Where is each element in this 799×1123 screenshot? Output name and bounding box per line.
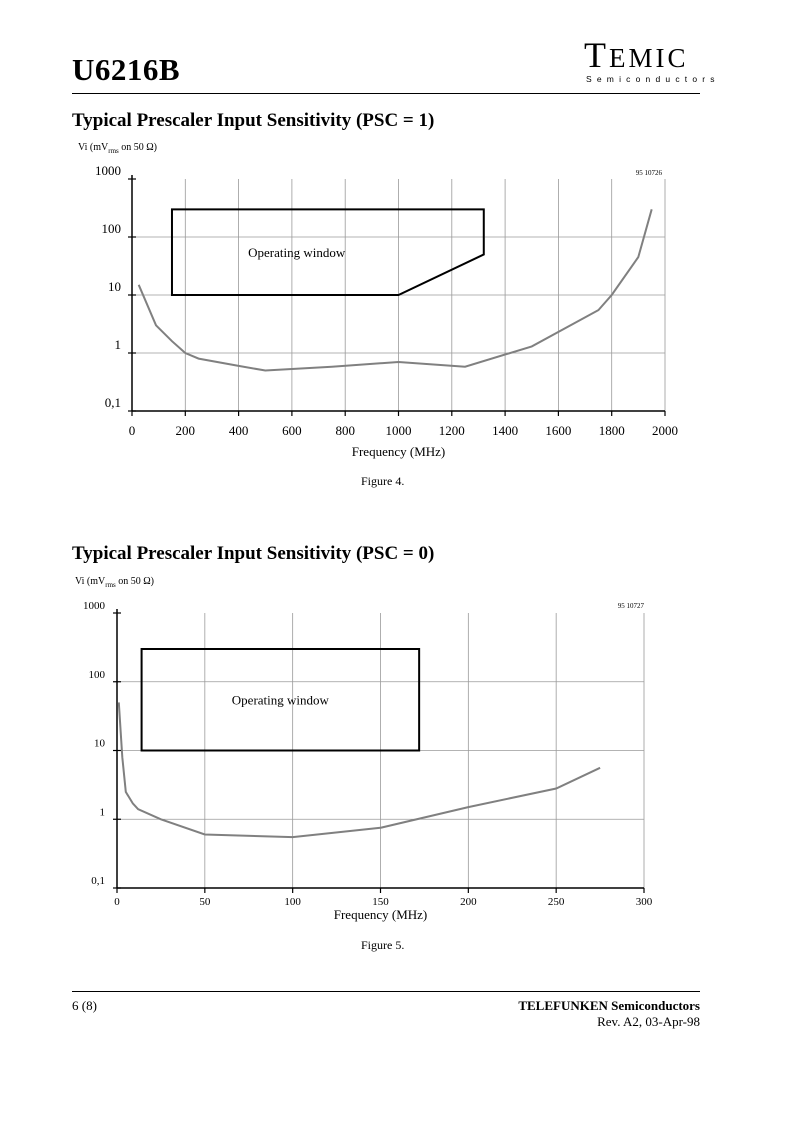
company-logo (580, 34, 720, 88)
y-tick-label: 100 (101, 221, 121, 236)
y-tick-label: 0,1 (91, 875, 105, 887)
x-tick-label: 200 (175, 423, 196, 438)
x-tick-label: 1400 (492, 423, 519, 438)
x-axis-label: Frequency (MHz) (333, 907, 428, 922)
x-tick-label: 1600 (545, 423, 572, 438)
footer-revision: Rev. A2, 03-Apr-98 (597, 1014, 700, 1029)
figure-caption-5: Figure 5. (361, 938, 405, 952)
x-tick-label: 150 (372, 896, 389, 908)
y-tick-label: 0,1 (104, 395, 121, 410)
y-tick-label: 10 (108, 279, 121, 294)
header-rule (72, 93, 700, 94)
x-tick-label: 400 (228, 423, 249, 438)
x-axis-label: Frequency (MHz) (351, 444, 446, 459)
y-tick-label: 10 (94, 737, 105, 750)
y-axis-label: Vi ($mV_{rms}$ on 50 Ω) (75, 576, 154, 589)
sensitivity-curve (139, 209, 652, 370)
logo-subtitle: Semiconductors (586, 74, 720, 84)
x-tick-label: 1200 (438, 423, 465, 438)
section-title-psc1: Typical Prescaler Input Sensitivity (PSC = 1) (72, 110, 435, 131)
y-tick-label: 100 (88, 668, 105, 681)
operating-window-label: Operating window (231, 692, 329, 708)
footer-company: TELEFUNKEN Semiconductors (518, 998, 700, 1013)
section-title-psc0: Typical Prescaler Input Sensitivity (PSC = 0) (72, 543, 435, 564)
figure-reference: 95 10726 (635, 169, 662, 177)
x-tick-label: 1800 (598, 423, 625, 438)
x-tick-label: 1000 (385, 423, 412, 438)
x-tick-label: 300 (635, 896, 653, 908)
x-tick-label: 100 (284, 896, 301, 908)
y-tick-label: 1000 (83, 600, 105, 612)
x-tick-label: 0 (114, 896, 120, 908)
x-tick-label: 250 (547, 896, 565, 908)
page-number: 6 (8) (72, 998, 97, 1013)
x-tick-label: 200 (460, 896, 477, 908)
figure-caption-4: Figure 4. (361, 474, 405, 488)
logo-text: TEMIC (584, 35, 689, 75)
y-axis-label: Vi ($mV_{rms}$ on 50 Ω) (78, 142, 157, 155)
x-tick-label: 2000 (652, 423, 678, 438)
figure-reference: 95 10727 (617, 602, 644, 610)
x-tick-label: 50 (199, 896, 211, 908)
y-tick-label: 1 (114, 337, 121, 352)
chart-psc1 (0, 135, 799, 465)
sensitivity-curve (119, 702, 600, 837)
footer-rule (72, 991, 700, 992)
y-tick-label: 1000 (95, 163, 121, 178)
x-tick-label: 0 (128, 423, 136, 438)
part-number: U6216B (72, 52, 181, 87)
x-tick-label: 600 (282, 423, 302, 438)
chart-psc0 (0, 570, 799, 930)
x-tick-label: 800 (335, 423, 355, 438)
operating-window-label: Operating window (248, 245, 346, 261)
y-tick-label: 1 (99, 806, 105, 819)
